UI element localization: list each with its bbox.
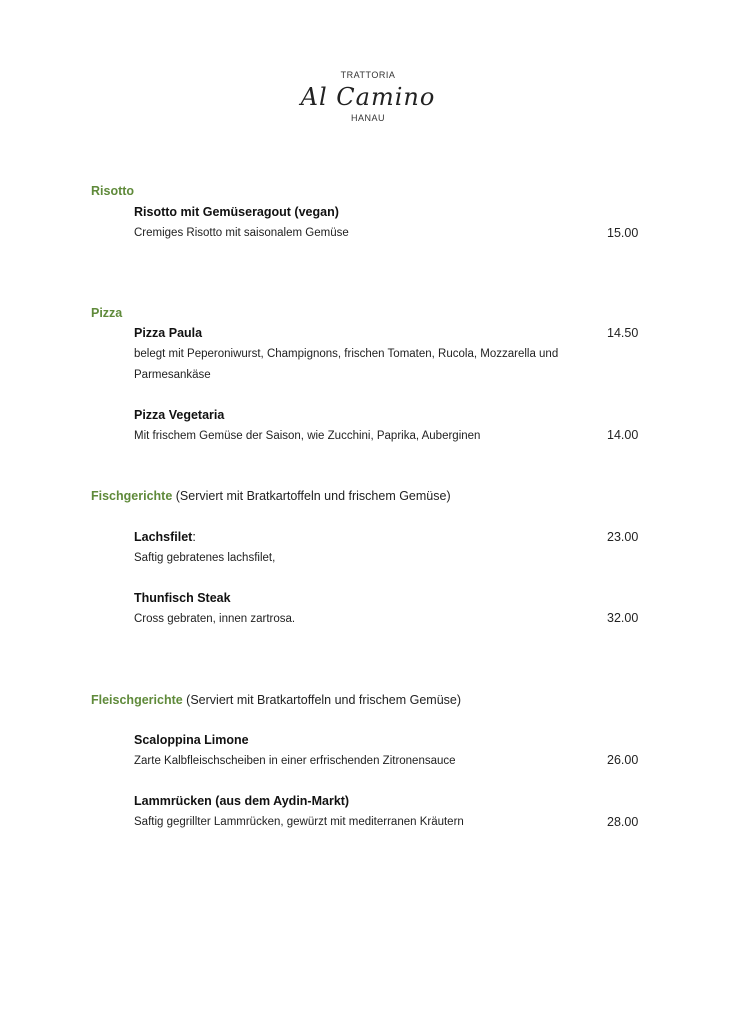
item-name-suffix: : bbox=[192, 530, 196, 544]
item-name: Scaloppina Limone bbox=[134, 733, 249, 747]
item-price: 23.00 bbox=[607, 530, 639, 544]
section-title-risotto: Risotto bbox=[91, 184, 135, 198]
section-note: (Serviert mit Bratkartoffeln und frischem Gemüse) bbox=[172, 489, 451, 503]
logo-name: Al Camino bbox=[300, 83, 436, 111]
restaurant-logo bbox=[0, 70, 736, 123]
item-name: Pizza Vegetaria bbox=[134, 408, 225, 422]
item-description: Cremiges Risotto mit saisonalem Gemüse bbox=[134, 227, 349, 239]
section-title-text: Fischgerichte bbox=[91, 489, 173, 503]
logo-city: HANAU bbox=[350, 113, 385, 123]
item-description: Cross gebraten, innen zartrosa. bbox=[134, 613, 296, 625]
item-price: 14.00 bbox=[607, 428, 639, 442]
item-price: 32.00 bbox=[607, 611, 639, 625]
item-description: Zarte Kalbfleischscheiben in einer erfrischenden Zitronensauce bbox=[134, 755, 456, 767]
section-title-fisch bbox=[91, 489, 451, 503]
item-price: 15.00 bbox=[607, 226, 639, 240]
section-title-text: Fleischgerichte bbox=[91, 693, 183, 707]
logo-top-line: TRATTORIA bbox=[340, 70, 396, 80]
item-name: Thunfisch Steak bbox=[134, 591, 231, 605]
item-description: belegt mit Peperoniwurst, Champignons, frischen Tomaten, Rucola, Mozzarella und Parmesankäse bbox=[134, 348, 559, 381]
item-price: 26.00 bbox=[607, 753, 639, 767]
item-description: Saftig gegrillter Lammrücken, gewürzt mit mediterranen Kräutern bbox=[134, 816, 464, 828]
section-title-pizza: Pizza bbox=[91, 306, 123, 320]
item-name: Risotto mit Gemüseragout (vegan) bbox=[134, 205, 339, 219]
section-title-fleisch bbox=[91, 693, 461, 707]
item-price: 14.50 bbox=[607, 326, 639, 340]
item-description: Mit frischem Gemüse der Saison, wie Zucchini, Paprika, Auberginen bbox=[134, 430, 481, 442]
section-note: (Serviert mit Bratkartoffeln und frischem Gemüse) bbox=[182, 693, 462, 707]
item-name: Lammrücken (aus dem Aydin-Markt) bbox=[134, 794, 350, 808]
item-name-text: Lachsfilet bbox=[134, 530, 193, 544]
item-description: Saftig gebratenes lachsfilet, bbox=[134, 552, 276, 564]
item-price: 28.00 bbox=[607, 815, 639, 829]
item-name: Pizza Paula bbox=[134, 326, 203, 340]
item-name bbox=[134, 530, 196, 544]
